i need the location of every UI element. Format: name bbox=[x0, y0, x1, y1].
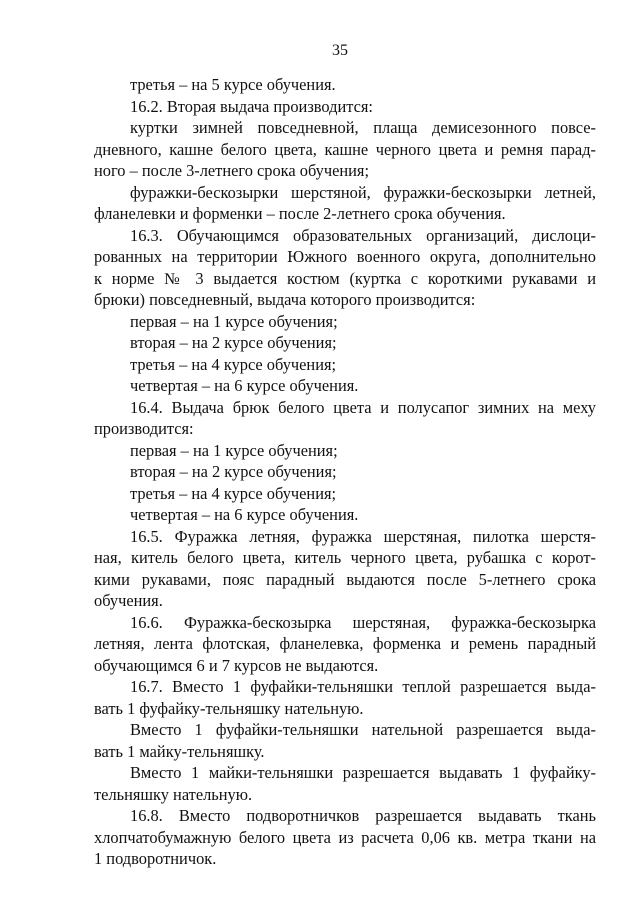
text-line: 1 подворотничок. bbox=[94, 849, 217, 868]
text-line: 16.3. Обучающимся образовательных организаций, дислоци- bbox=[130, 225, 596, 245]
text-line: первая – на 1 курсе обучения; bbox=[130, 311, 338, 331]
text-line: первая – на 1 курсе обучения; bbox=[130, 440, 338, 460]
text-line: 16.4. Выдача брюк белого цвета и полусапог зимних на меху bbox=[130, 397, 596, 417]
text-line: третья – на 4 курсе обучения; bbox=[130, 483, 337, 503]
text-line: четвертая – на 6 курсе обучения. bbox=[130, 376, 359, 395]
text-line: рованных на территории Южного военного округа, дополнительно bbox=[94, 247, 596, 266]
text-line: 16.5. Фуражка летняя, фуражка шерстяная, пилотка шерстя- bbox=[130, 526, 596, 546]
text-line: 16.8. Вместо подворотничков разрешается выдавать ткань bbox=[130, 806, 596, 825]
text-line: вторая – на 2 курсе обучения; bbox=[130, 462, 337, 481]
text-line: обучающимся 6 и 7 курсов не выдаются. bbox=[94, 655, 379, 675]
text-line: ного – после 3-летнего срока обучения; bbox=[94, 161, 370, 180]
text-line: 16.6. Фуражка-бескозырка шерстяная, фуражка-бескозырка bbox=[130, 612, 596, 632]
text-line: Вместо 1 майки-тельняшки разрешается выдавать 1 фуфайку- bbox=[130, 763, 596, 782]
text-line: четвертая – на 6 курсе обучения. bbox=[130, 505, 359, 524]
text-line: вторая – на 2 курсе обучения; bbox=[130, 333, 337, 352]
text-line: 16.2. Вторая выдача производится: bbox=[130, 96, 373, 116]
text-line: третья – на 5 курсе обучения. bbox=[130, 75, 336, 94]
text-line: обучения. bbox=[94, 591, 163, 610]
text-line: ная, китель белого цвета, китель черного цвета, рубашка с корот- bbox=[94, 548, 596, 567]
text-line: Вместо 1 фуфайки-тельняшки нательной разрешается выда- bbox=[130, 720, 596, 739]
text-line: летняя, лента флотская, фланелевка, форменка и ремень парадный bbox=[94, 634, 596, 653]
text-line: производится: bbox=[94, 419, 194, 438]
text-line: фуражки-бескозырки шерстяной, фуражки-бескозырки летней, bbox=[130, 182, 596, 202]
document-body bbox=[94, 74, 596, 870]
page-number: 35 bbox=[332, 42, 348, 59]
text-line: куртки зимней повседневной, плаща демисезонного повсе- bbox=[130, 118, 596, 137]
text-line: кими рукавами, пояс парадный выдаются после 5-летнего срока bbox=[94, 569, 596, 589]
text-line: фланелевки и форменки – после 2-летнего срока обучения. bbox=[94, 204, 506, 223]
text-line: вать 1 фуфайку-тельняшку нательную. bbox=[94, 698, 364, 718]
text-line: тельняшку нательную. bbox=[94, 784, 253, 804]
text-line: вать 1 майку-тельняшку. bbox=[94, 741, 265, 761]
text-line: третья – на 4 курсе обучения; bbox=[130, 354, 337, 374]
text-line: брюки) повседневный, выдача которого производится: bbox=[94, 290, 476, 309]
text-line: к норме № 3 выдается костюм (куртка с короткими рукавами и bbox=[94, 268, 596, 288]
text-line: хлопчатобумажную белого цвета из расчета 0,06 кв. метра ткани на bbox=[94, 827, 596, 847]
text-line: 16.7. Вместо 1 фуфайки-тельняшки теплой разрешается выда- bbox=[130, 677, 596, 696]
text-line: дневного, кашне белого цвета, кашне черного цвета и ремня парад- bbox=[94, 139, 596, 159]
